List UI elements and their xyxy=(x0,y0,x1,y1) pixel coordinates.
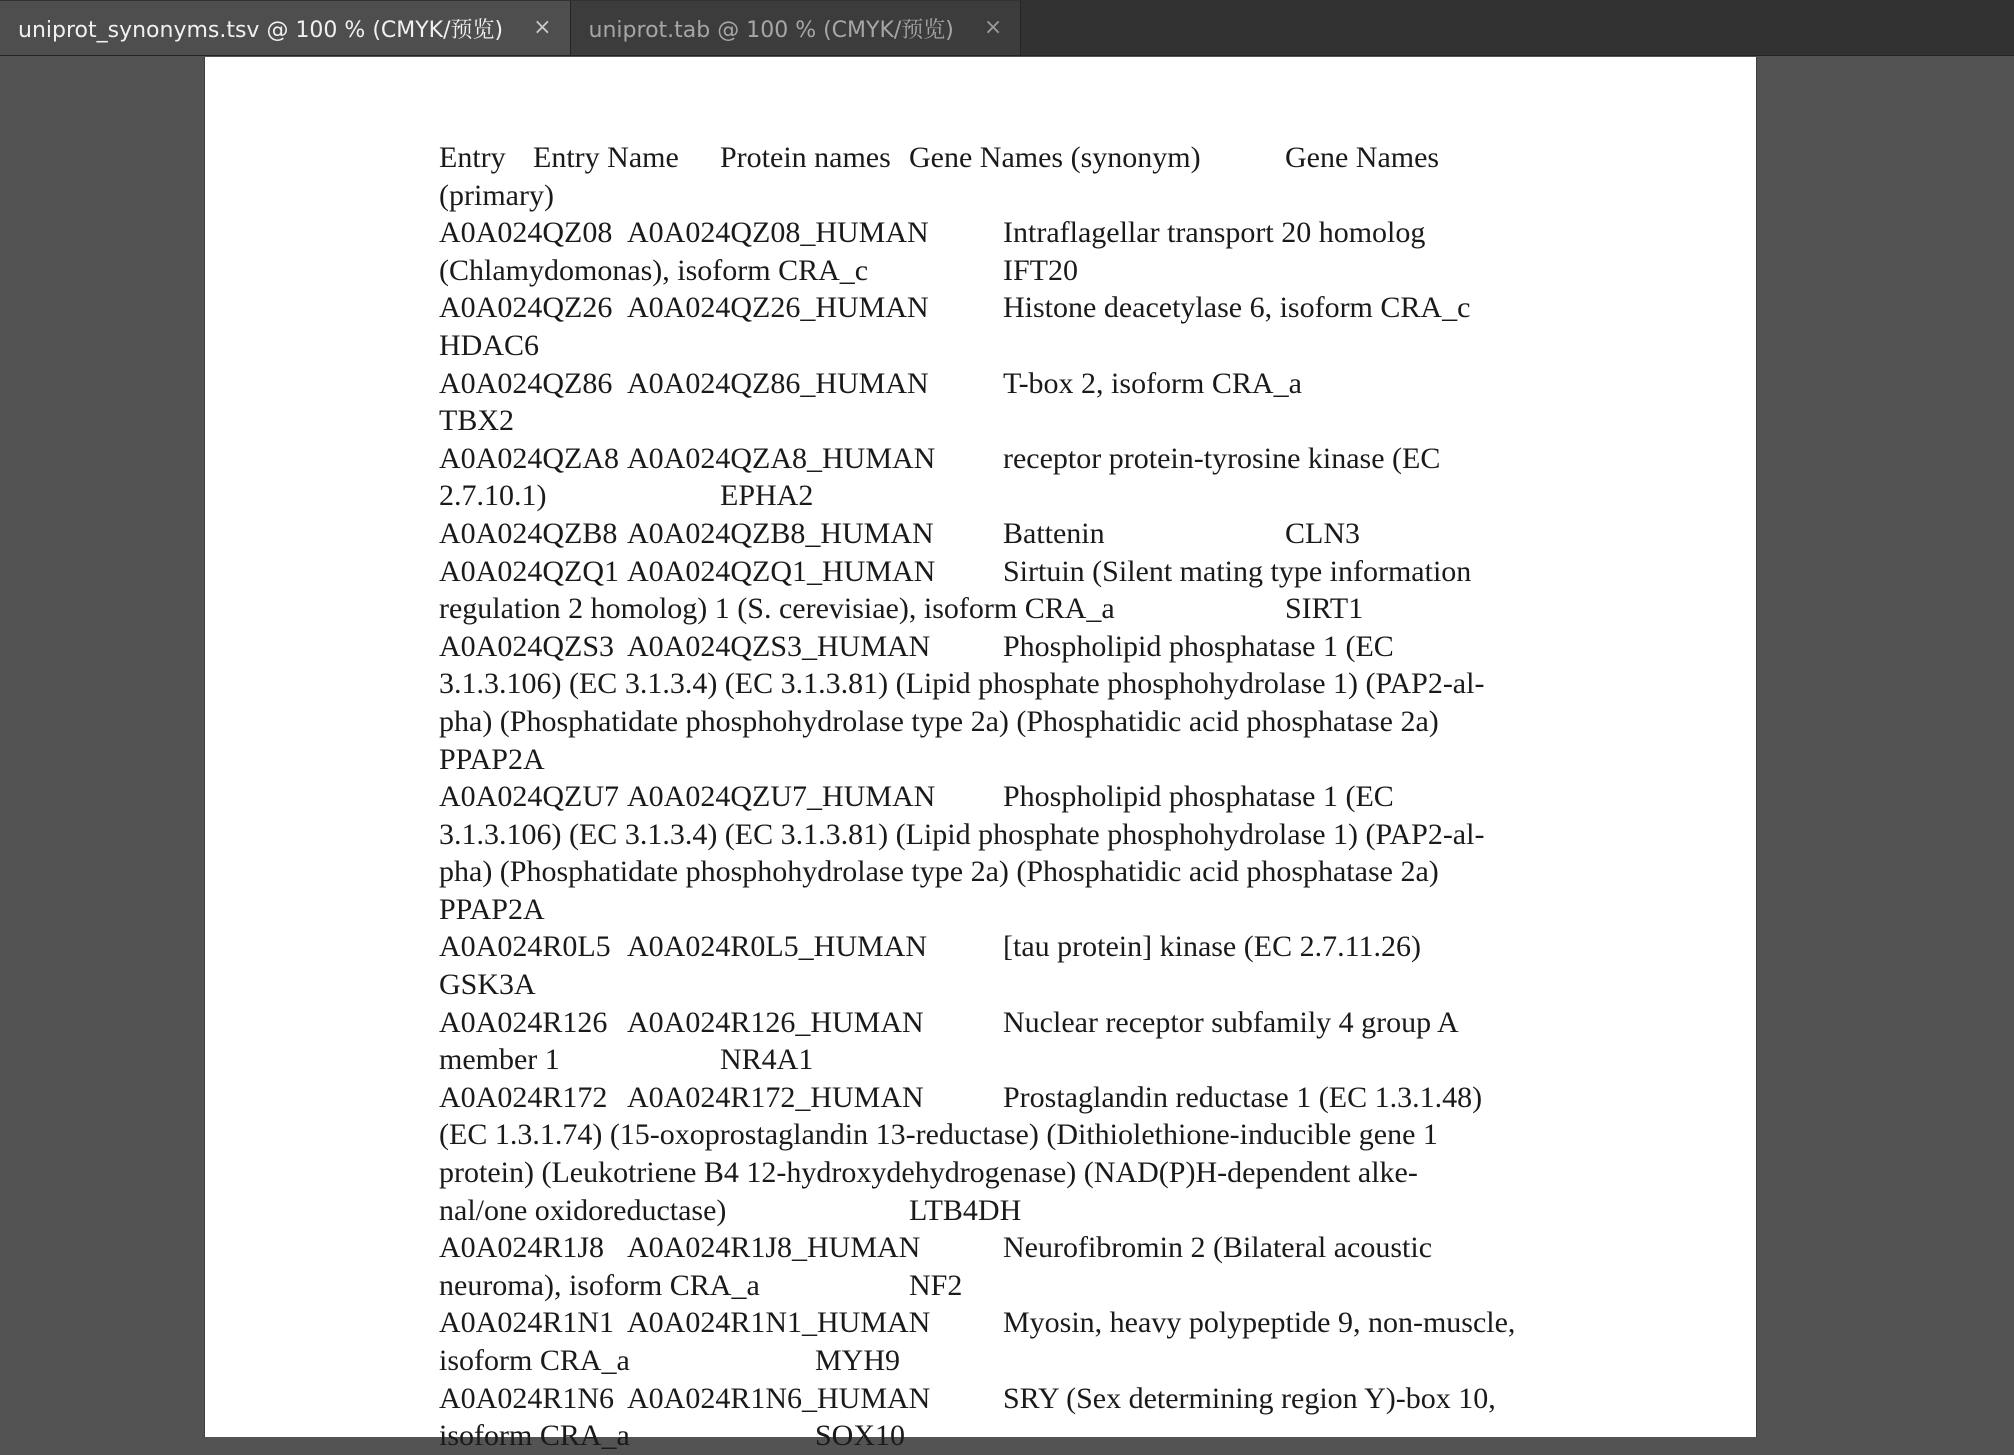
text-cell: A0A024R1N1 xyxy=(439,1306,615,1340)
text-line xyxy=(439,214,1549,252)
text-line xyxy=(439,1004,1549,1042)
close-icon[interactable]: × xyxy=(533,15,552,40)
text-cell: MYH9 xyxy=(815,1344,901,1377)
text-cell: A0A024R1N1_HUMAN xyxy=(627,1306,931,1340)
text-line xyxy=(439,289,1549,327)
text-line xyxy=(439,628,1549,666)
text-cell: SRY (Sex determining region Y)-box 10, xyxy=(1003,1381,1496,1415)
text-cell: A0A024QZ08 xyxy=(439,216,613,250)
text-line xyxy=(439,365,1549,403)
text-cell: isoform CRA_a xyxy=(439,1344,630,1377)
text-cell: A0A024QZA8_HUMAN xyxy=(627,441,936,475)
text-line xyxy=(439,515,1549,553)
text-cell: A0A024QZ26 xyxy=(439,291,613,325)
text-cell: A0A024R1J8 xyxy=(439,1231,605,1265)
text-cell: A0A024QZU7_HUMAN xyxy=(627,780,936,814)
text-line xyxy=(439,327,1549,365)
text-cell: regulation 2 homolog) 1 (S. cerevisiae), isoform CRA_a xyxy=(439,592,1115,626)
document-page xyxy=(204,57,1757,1453)
text-cell: A0A024QZ86 xyxy=(439,366,613,400)
text-cell: A0A024QZ86_HUMAN xyxy=(627,366,929,400)
text-line xyxy=(439,1417,1549,1455)
text-cell: neuroma), isoform CRA_a xyxy=(439,1268,760,1302)
document-text-frame[interactable] xyxy=(439,139,1549,1455)
text-line xyxy=(439,402,1549,440)
text-cell: A0A024R1N6_HUMAN xyxy=(627,1381,931,1415)
tab-title: uniprot.tab @ 100 % (CMYK/预览) xyxy=(588,17,954,43)
text-cell: GSK3A xyxy=(439,968,536,1002)
text-line xyxy=(439,966,1549,1004)
text-cell: A0A024R126 xyxy=(439,1005,608,1039)
text-line xyxy=(439,741,1549,779)
text-cell: Gene Names xyxy=(1285,141,1440,174)
text-line xyxy=(439,1079,1549,1117)
text-cell: Gene Names (synonym) xyxy=(909,141,1201,174)
text-cell: A0A024R0L5_HUMAN xyxy=(627,930,927,964)
text-line xyxy=(439,928,1549,966)
text-line xyxy=(439,1154,1549,1192)
text-cell: Myosin, heavy polypeptide 9, non-muscle, xyxy=(1003,1306,1516,1340)
text-cell: nal/one oxidoreductase) xyxy=(439,1193,727,1227)
text-cell: NF2 xyxy=(909,1268,963,1302)
text-cell: 3.1.3.106) (EC 3.1.3.4) (EC 3.1.3.81) (Lipid phosphate phosphohydrolase 1) (PAP2-al- xyxy=(439,817,1485,851)
text-cell: 3.1.3.106) (EC 3.1.3.4) (EC 3.1.3.81) (Lipid phosphate phosphohydrolase 1) (PAP2-al- xyxy=(439,667,1485,701)
tab-title: uniprot_synonyms.tsv @ 100 % (CMYK/预览) xyxy=(18,17,504,43)
tab-uniprot-tab[interactable] xyxy=(571,1,1022,55)
text-cell: A0A024R126_HUMAN xyxy=(627,1005,924,1039)
text-line xyxy=(439,252,1549,290)
text-line xyxy=(439,177,1549,215)
text-cell: A0A024QZ26_HUMAN xyxy=(627,291,929,325)
text-cell: SOX10 xyxy=(815,1419,906,1453)
text-cell: member 1 xyxy=(439,1043,560,1077)
text-cell: Entry xyxy=(439,141,506,174)
text-cell: TBX2 xyxy=(439,404,514,438)
text-cell: Intraflagellar transport 20 homolog xyxy=(1003,216,1426,250)
text-cell: LTB4DH xyxy=(909,1193,1022,1227)
text-cell: A0A024R172 xyxy=(439,1080,608,1114)
text-line xyxy=(439,1342,1549,1380)
text-cell: (Chlamydomonas), isoform CRA_c xyxy=(439,253,869,287)
text-line xyxy=(439,778,1549,816)
text-cell: isoform CRA_a xyxy=(439,1419,630,1453)
text-cell: (EC 1.3.1.74) (15-oxoprostaglandin 13-reductase) (Dithiolethione-inducible gene 1 xyxy=(439,1118,1438,1152)
text-line xyxy=(439,1304,1549,1342)
text-line xyxy=(439,891,1549,929)
text-line xyxy=(439,590,1549,628)
text-cell: pha) (Phosphatidate phosphohydrolase type 2a) (Phosphatidic acid phosphatase 2a) xyxy=(439,855,1439,889)
text-cell: Battenin xyxy=(1003,516,1105,550)
text-cell: A0A024QZ08_HUMAN xyxy=(627,216,929,250)
text-cell: (primary) xyxy=(439,178,554,212)
text-cell: PPAP2A xyxy=(439,892,545,926)
text-line xyxy=(439,1116,1549,1154)
text-cell: A0A024QZS3 xyxy=(439,629,615,663)
text-cell: HDAC6 xyxy=(439,328,540,362)
text-cell: A0A024QZU7 xyxy=(439,780,619,814)
text-cell: 2.7.10.1) xyxy=(439,479,547,513)
text-cell: PPAP2A xyxy=(439,742,545,776)
text-cell: Prostaglandin reductase 1 (EC 1.3.1.48) xyxy=(1003,1080,1483,1114)
text-cell: NR4A1 xyxy=(720,1043,814,1077)
text-line xyxy=(439,440,1549,478)
text-cell: Neurofibromin 2 (Bilateral acoustic xyxy=(1003,1231,1433,1265)
text-line xyxy=(439,816,1549,854)
text-cell: SIRT1 xyxy=(1285,592,1364,626)
canvas-workspace xyxy=(0,57,2014,1453)
text-cell: A0A024QZQ1_HUMAN xyxy=(627,554,936,588)
text-cell: A0A024QZA8 xyxy=(439,441,619,475)
text-cell: CLN3 xyxy=(1285,516,1360,550)
text-cell: IFT20 xyxy=(1003,253,1078,287)
text-cell: receptor protein-tyrosine kinase (EC xyxy=(1003,441,1441,475)
text-cell: EPHA2 xyxy=(720,479,814,513)
text-line xyxy=(439,1229,1549,1267)
text-line xyxy=(439,853,1549,891)
text-cell: [tau protein] kinase (EC 2.7.11.26) xyxy=(1003,930,1421,964)
text-cell: A0A024QZQ1 xyxy=(439,554,619,588)
text-line xyxy=(439,477,1549,515)
text-cell: pha) (Phosphatidate phosphohydrolase type 2a) (Phosphatidic acid phosphatase 2a) xyxy=(439,704,1439,738)
text-line xyxy=(439,1192,1549,1230)
text-cell: A0A024R1N6 xyxy=(439,1381,615,1415)
text-line xyxy=(439,1380,1549,1418)
text-cell: Histone deacetylase 6, isoform CRA_c xyxy=(1003,291,1471,325)
text-line xyxy=(439,703,1549,741)
text-cell: A0A024QZB8_HUMAN xyxy=(627,516,934,550)
text-cell: A0A024QZS3_HUMAN xyxy=(627,629,931,663)
text-line xyxy=(439,139,1549,177)
text-cell: Entry Name xyxy=(533,141,679,174)
text-cell: Phospholipid phosphatase 1 (EC xyxy=(1003,780,1394,814)
close-icon[interactable]: × xyxy=(983,15,1003,40)
text-line xyxy=(439,665,1549,703)
text-line xyxy=(439,1267,1549,1305)
text-cell: A0A024R0L5 xyxy=(439,930,611,964)
document-tab-bar xyxy=(0,0,2014,56)
text-cell: Nuclear receptor subfamily 4 group A xyxy=(1003,1005,1459,1039)
tab-uniprot-synonyms[interactable] xyxy=(0,1,571,55)
text-cell: A0A024QZB8 xyxy=(439,516,618,550)
text-cell: A0A024R1J8_HUMAN xyxy=(627,1231,921,1265)
text-cell: Phospholipid phosphatase 1 (EC xyxy=(1003,629,1394,663)
text-cell: A0A024R172_HUMAN xyxy=(627,1080,924,1114)
text-cell: Sirtuin (Silent mating type information xyxy=(1003,554,1472,588)
text-line xyxy=(439,1041,1549,1079)
text-cell: Protein names xyxy=(720,141,891,174)
text-line xyxy=(439,553,1549,591)
text-cell: protein) (Leukotriene B4 12-hydroxydehydrogenase) (NAD(P)H-dependent alke- xyxy=(439,1156,1418,1190)
text-cell: T-box 2, isoform CRA_a xyxy=(1003,366,1302,400)
